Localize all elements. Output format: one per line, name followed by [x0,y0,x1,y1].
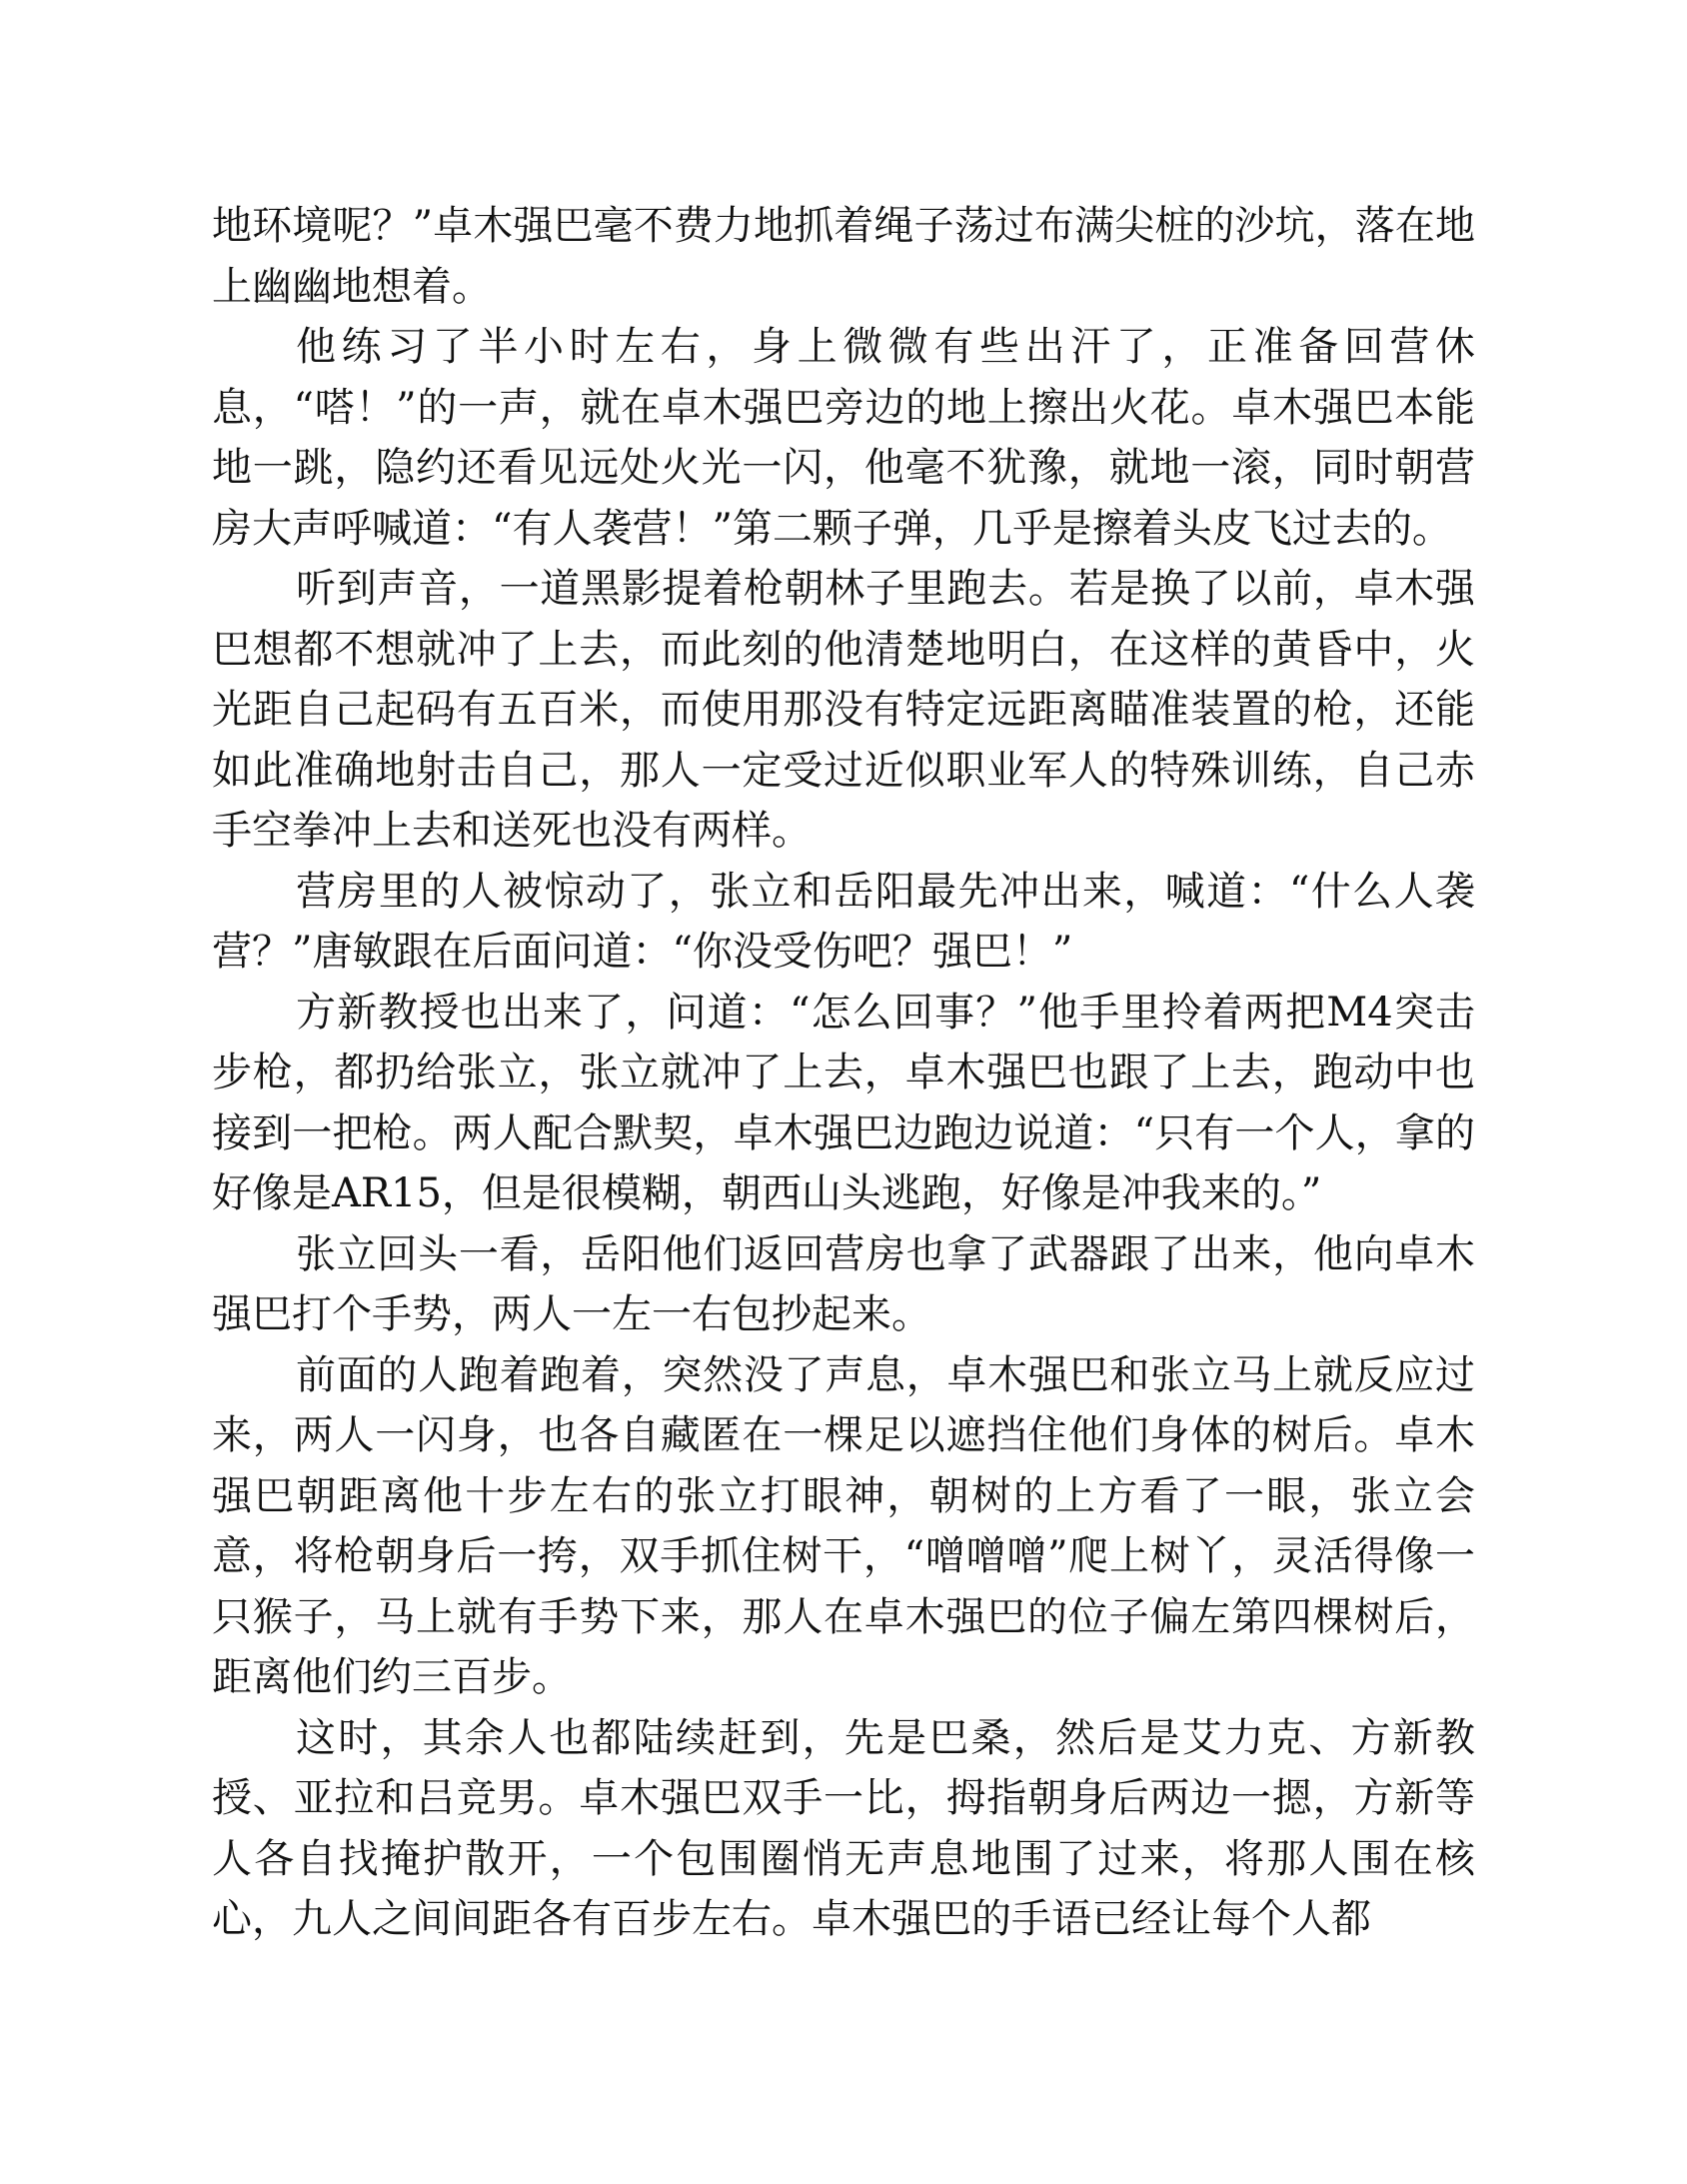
paragraph: 这时，其余人也都陆续赶到，先是巴桑，然后是艾力克、方新教授、亚拉和吕竞男。卓木强巴双手一比，拇指朝身后两边一摁，方新等人各自找掩护散开，一个包围圈悄无声息地围了过来，将那人围在核心，九人之间间距各有百步左右。卓木强巴的手语已经让每个人都 [212,1714,1475,1942]
document-page [212,196,1475,1950]
paragraph: 听到声音，一道黑影提着枪朝林子里跑去。若是换了以前，卓木强巴想都不想就冲了上去，而此刻的他清楚地明白，在这样的黄昏中，火光距自己起码有五百米，而使用那没有特定远距离瞄准装置的枪，还能如此准确地射击自己，那人一定受过近似职业军人的特殊训练，自己赤手空拳冲上去和送死也没有两样。 [212,566,1475,854]
paragraph: 地环境呢？”卓木强巴毫不费力地抓着绳子荡过布满尖桩的沙坑，落在地上幽幽地想着。 [212,203,1475,310]
paragraph: 他练习了半小时左右，身上微微有些出汗了，正准备回营休息，“嗒！”的一声，就在卓木强巴旁边的地上擦出火花。卓木强巴本能地一跳，隐约还看见远处火光一闪，他毫不犹豫，就地一滚，同时朝营房大声呼喊道：“有人袭营！”第二颗子弹，几乎是擦着头皮飞过去的。 [212,324,1475,552]
paragraph: 方新教授也出来了，问道：“怎么回事？”他手里拎着两把M4突击步枪，都扔给张立，张立就冲了上去，卓木强巴也跟了上去，跑动中也接到一把枪。两人配合默契，卓木强巴边跑边说道：“只有一个人，拿的好像是AR15，但是很模糊，朝西山头逃跑，好像是冲我来的。” [212,989,1475,1216]
paragraph: 营房里的人被惊动了，张立和岳阳最先冲出来，喊道：“什么人袭营？”唐敏跟在后面问道：“你没受伤吧？强巴！” [212,868,1475,975]
paragraph: 前面的人跑着跑着，突然没了声息，卓木强巴和张立马上就反应过来，两人一闪身，也各自藏匿在一棵足以遮挡住他们身体的树后。卓木强巴朝距离他十步左右的张立打眼神，朝树的上方看了一眼，张立会意，将枪朝身后一挎，双手抓住树干，“噌噌噌”爬上树丫，灵活得像一只猴子，马上就有手势下来，那人在卓木强巴的位子偏左第四棵树后，距离他们约三百步。 [212,1351,1475,1700]
paragraph: 张立回头一看，岳阳他们返回营房也拿了武器跟了出来，他向卓木强巴打个手势，两人一左一右包抄起来。 [212,1230,1475,1337]
